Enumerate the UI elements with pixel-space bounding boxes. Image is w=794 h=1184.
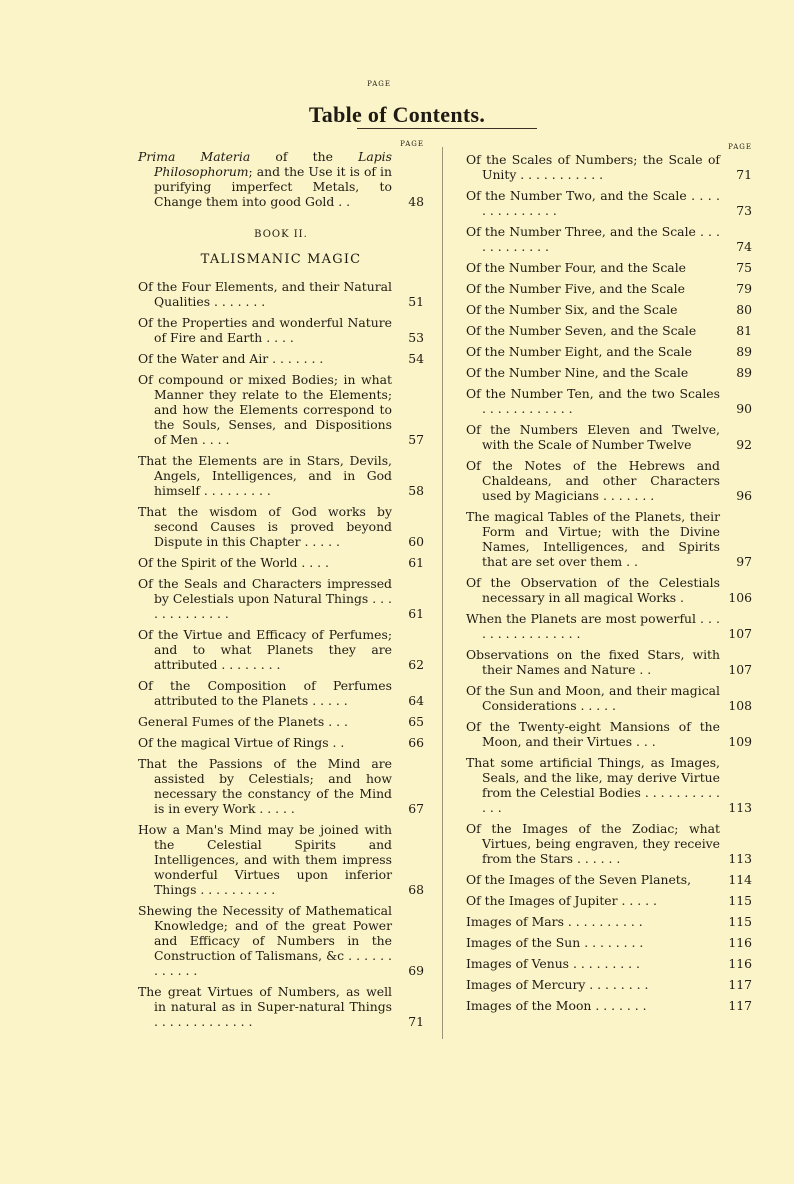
toc-entry-text: Of the Number Three, and the Scale . . . . . . . . . . . .	[466, 224, 720, 254]
toc-entry[interactable]	[466, 977, 752, 992]
toc-page-number: 116	[728, 956, 752, 971]
toc-entry-text: Of the Spirit of the World . . . .	[138, 555, 329, 570]
toc-entry-text: That the Passions of the Mind are assisted by Celestials; and how necessary the constancy of the Mind is in every Work . . . . .	[138, 756, 392, 816]
toc-entry[interactable]	[466, 755, 752, 815]
toc-entry-text: How a Man's Mind may be joined with the Celestial Spirits and Intelligences, and with them impress wonderful Virtues upon inferior Things . . . . . . . . . .	[138, 822, 392, 897]
toc-page-number: 53	[408, 330, 424, 345]
toc-page-number: 90	[736, 401, 752, 416]
toc-entry[interactable]	[466, 893, 752, 908]
toc-entry[interactable]	[466, 188, 752, 218]
toc-page-number: 107	[728, 662, 752, 677]
toc-entry[interactable]	[466, 152, 752, 182]
toc-entry-text: Of the Number Ten, and the two Scales . . . . . . . . . . . .	[466, 386, 720, 416]
toc-page-number: 116	[728, 935, 752, 950]
toc-entry-text: Images of the Moon . . . . . . .	[466, 998, 647, 1013]
toc-page-number: 71	[736, 167, 752, 182]
toc-page-number: 114	[728, 872, 752, 887]
entry-text-fragment: of the	[250, 149, 359, 164]
toc-entry[interactable]	[466, 914, 752, 929]
toc-entry[interactable]	[138, 315, 424, 345]
toc-entry-text: Of the Number Five, and the Scale	[466, 281, 685, 296]
toc-entry[interactable]	[466, 365, 752, 380]
toc-entry-text: Of the Images of the Zodiac; what Virtues, being engraven, they receive from the Stars . . . . . .	[466, 821, 720, 866]
toc-entry-text: The great Virtues of Numbers, as well in natural as in Super-natural Things . . . . . . . . . . . . .	[138, 984, 392, 1029]
toc-page-number: 113	[728, 851, 752, 866]
toc-entry[interactable]	[466, 647, 752, 677]
toc-entry-text: Of the Number Nine, and the Scale	[466, 365, 689, 380]
toc-entry[interactable]	[466, 509, 752, 569]
toc-entry[interactable]	[138, 678, 424, 708]
toc-entry[interactable]	[138, 756, 424, 816]
toc-page-number: 115	[728, 914, 752, 929]
toc-entry[interactable]	[466, 611, 752, 641]
toc-entry-text: That some artificial Things, as Images, Seals, and the like, may derive Virtue from the Celestial Bodies . . . . . . . . . . . . .	[466, 755, 720, 815]
toc-entry-text: Of the Images of Jupiter . . . . .	[466, 893, 657, 908]
toc-page-number: 62	[408, 657, 424, 672]
toc-entry[interactable]	[466, 422, 752, 452]
toc-entry-text: That the wisdom of God works by second Causes is proved beyond Dispute in this Chapter . . . . .	[138, 504, 392, 549]
left-entry-list	[138, 279, 424, 1029]
toc-page-number: 68	[408, 882, 424, 897]
toc-page-number: 60	[408, 534, 424, 549]
toc-entry-text: Of the magical Virtue of Rings . .	[138, 735, 345, 750]
toc-page-number: 48	[408, 194, 424, 209]
toc-entry[interactable]	[138, 903, 424, 978]
toc-entry[interactable]	[466, 998, 752, 1013]
toc-page-number: 71	[408, 1014, 424, 1029]
toc-entry-text: Observations on the fixed Stars, with their Names and Nature . .	[466, 647, 720, 677]
toc-entry[interactable]	[138, 627, 424, 672]
toc-page-number: 106	[728, 590, 752, 605]
toc-page-number: 96	[736, 488, 752, 503]
entry-text-fragment: ; and the Use it is of in purifying imperfect Metals, to Change them into good Gold . .	[154, 164, 392, 209]
column-divider	[442, 147, 443, 1039]
toc-page-number: 75	[736, 260, 752, 275]
right-entry-list	[466, 152, 752, 1013]
entry-italic-title: Prima Materia	[138, 149, 251, 164]
toc-entry-text: Of the Number Four, and the Scale	[466, 260, 686, 275]
toc-page-number: 97	[736, 554, 752, 569]
toc-entry-text: Shewing the Necessity of Mathematical Knowledge; and of the great Power and Efficacy of Numbers in the Construction of Talismans, &c . . . . . . . . . . . .	[138, 903, 392, 978]
toc-page-number: 61	[408, 555, 424, 570]
toc-entry[interactable]	[138, 372, 424, 447]
toc-entry-text: Of the Virtue and Efficacy of Perfumes; and to what Planets they are attributed . . . . . . . .	[138, 627, 392, 672]
toc-entry-text: Of the Scales of Numbers; the Scale of Unity . . . . . . . . . . .	[466, 152, 720, 182]
toc-entry[interactable]	[466, 458, 752, 503]
toc-page-number: 58	[408, 483, 424, 498]
toc-page-number: 57	[408, 432, 424, 447]
toc-entry-text: Of the Number Two, and the Scale . . . . . . . . . . . . . .	[466, 188, 720, 218]
toc-entry-text: General Fumes of the Planets . . .	[138, 714, 348, 729]
toc-entry-text: Of the Twenty-eight Mansions of the Moon, and their Virtues . . .	[466, 719, 720, 749]
toc-entry-text: Images of Mars . . . . . . . . . .	[466, 914, 643, 929]
toc-entry[interactable]	[138, 504, 424, 549]
toc-page-number: 81	[736, 323, 752, 338]
toc-entry[interactable]	[466, 323, 752, 338]
toc-page-number: 65	[408, 714, 424, 729]
toc-entry[interactable]	[138, 351, 424, 366]
toc-entry-text: Of the Four Elements, and their Natural Qualities . . . . . . .	[138, 279, 392, 309]
toc-entry-text: Of the Images of the Seven Planets,	[466, 872, 692, 887]
toc-page-number: 67	[408, 801, 424, 816]
toc-page-number: 108	[728, 698, 752, 713]
toc-entry-text: When the Planets are most powerful . . . . . . . . . . . . . . . .	[466, 611, 720, 641]
left-column	[138, 140, 424, 1035]
toc-entry[interactable]	[138, 576, 424, 621]
toc-entry-text: Of the Observation of the Celestials necessary in all magical Works .	[466, 575, 720, 605]
toc-page-number: 73	[736, 203, 752, 218]
entry-italic-title: Lapis Philosophorum	[154, 149, 392, 179]
toc-page-number: 92	[736, 437, 752, 452]
toc-entry-text: Of the Number Eight, and the Scale	[466, 344, 692, 359]
toc-entry-text: That the Elements are in Stars, Devils, Angels, Intelligences, and in God himself . . . . . . . . .	[138, 453, 392, 498]
toc-entry[interactable]	[466, 260, 752, 275]
toc-entry[interactable]	[466, 344, 752, 359]
toc-entry-text: Images of Venus . . . . . . . . .	[466, 956, 640, 971]
toc-entry-text: Of the Number Seven, and the Scale	[466, 323, 697, 338]
right-page-label: PAGE	[728, 143, 752, 151]
book-label: BOOK II.	[254, 229, 308, 240]
toc-entry-text: Of the Notes of the Hebrews and Chaldeans, and other Characters used by Magicians . . . . . . .	[466, 458, 720, 503]
toc-page-number: 51	[408, 294, 424, 309]
toc-entry[interactable]	[138, 555, 424, 570]
toc-entry[interactable]	[138, 279, 424, 309]
toc-entry-text: Images of Mercury . . . . . . . .	[466, 977, 649, 992]
toc-entry-text: Of the Composition of Perfumes attributed to the Planets . . . . .	[138, 678, 392, 708]
toc-entry[interactable]	[466, 302, 752, 317]
toc-page-number: 61	[408, 606, 424, 621]
toc-entry[interactable]	[466, 683, 752, 713]
toc-page-number: 64	[408, 693, 424, 708]
toc-page-number: 113	[728, 800, 752, 815]
toc-entry[interactable]	[466, 821, 752, 866]
section-heading: TALISMANIC MAGIC	[200, 252, 362, 267]
toc-entry[interactable]	[138, 714, 424, 729]
toc-entry-text: Of the Properties and wonderful Nature of Fire and Earth . . . .	[138, 315, 392, 345]
page-title: Table of Contents.	[308, 102, 486, 127]
toc-entry-text: Images of the Sun . . . . . . . .	[466, 935, 644, 950]
toc-entry[interactable]	[138, 984, 424, 1029]
toc-page-number: 109	[728, 734, 752, 749]
toc-entry[interactable]	[466, 935, 752, 950]
toc-page-number: 69	[408, 963, 424, 978]
toc-entry[interactable]	[466, 956, 752, 971]
toc-page-number: 89	[736, 365, 752, 380]
toc-entry-text: Of the Sun and Moon, and their magical Considerations . . . . .	[466, 683, 720, 713]
toc-entry-text: Of the Numbers Eleven and Twelve, with the Scale of Number Twelve	[466, 422, 720, 452]
toc-entry-text: Of the Seals and Characters impressed by Celestials upon Natural Things . . . . . . . . . . . . .	[138, 576, 392, 621]
toc-entry[interactable]	[466, 224, 752, 254]
toc-page-number: 80	[736, 302, 752, 317]
toc-entry[interactable]	[466, 719, 752, 749]
toc-entry[interactable]	[138, 822, 424, 897]
toc-entry-text: Of the Number Six, and the Scale	[466, 302, 678, 317]
toc-entry[interactable]	[466, 281, 752, 296]
title-underline	[357, 128, 537, 129]
toc-entry[interactable]	[138, 453, 424, 498]
left-page-label: PAGE	[400, 140, 424, 148]
toc-entry-text	[138, 149, 392, 209]
toc-entry[interactable]	[466, 872, 752, 887]
toc-page-number: 107	[728, 626, 752, 641]
toc-entry-text: The magical Tables of the Planets, their Form and Virtue; with the Divine Names, Intelligences, and Spirits that are set over them . .	[466, 509, 720, 569]
page-column-label: PAGE	[367, 80, 391, 88]
toc-page-number: 89	[736, 344, 752, 359]
right-column	[466, 143, 752, 1019]
toc-page-number: 74	[736, 239, 752, 254]
toc-page-number: 117	[728, 977, 752, 992]
toc-entry[interactable]	[466, 386, 752, 416]
toc-page-number: 117	[728, 998, 752, 1013]
toc-entry[interactable]	[138, 149, 424, 209]
toc-page-number: 115	[728, 893, 752, 908]
toc-page-number: 79	[736, 281, 752, 296]
toc-entry-text: Of the Water and Air . . . . . . .	[138, 351, 324, 366]
toc-entry[interactable]	[466, 575, 752, 605]
toc-page-number: 66	[408, 735, 424, 750]
toc-entry[interactable]	[138, 735, 424, 750]
toc-page-number: 54	[408, 351, 424, 366]
toc-entry-text: Of compound or mixed Bodies; in what Manner they relate to the Elements; and how the Elements correspond to the Souls, Senses, and Dispositions of Men . . . .	[138, 372, 392, 447]
